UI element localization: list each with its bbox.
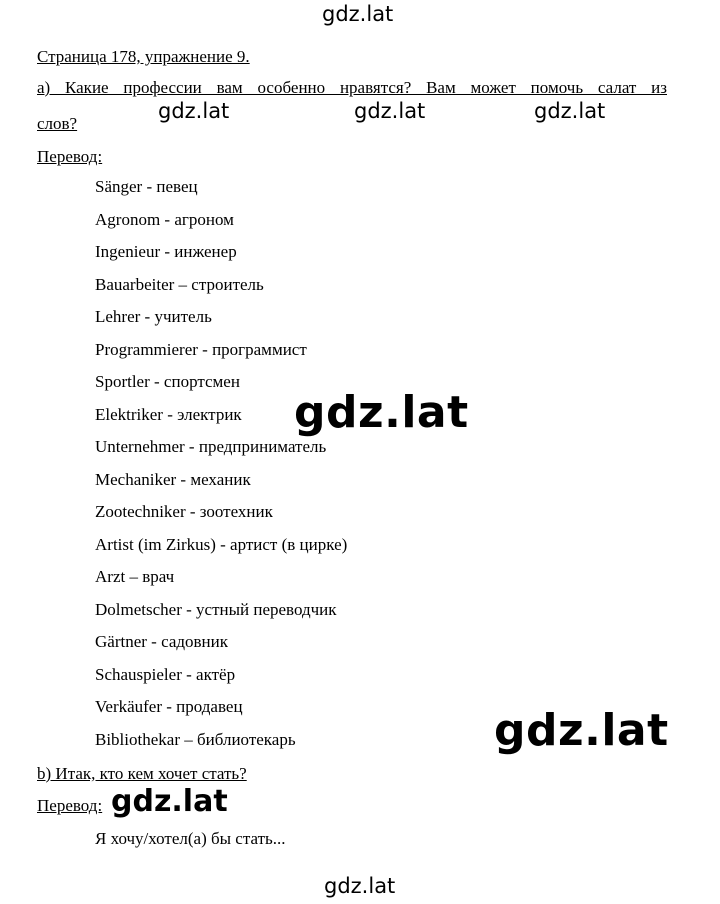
vocabulary-item: Gärtner - садовник — [95, 632, 229, 651]
vocabulary-item: Dolmetscher - устный переводчик — [95, 599, 337, 619]
vocabulary-item: Agronom - агроном — [95, 209, 234, 229]
vocabulary-item: Artist (im Zirkus) - артист (в цирке) — [95, 534, 348, 554]
vocabulary-item: Sänger - певец — [95, 177, 198, 196]
vocabulary-item: Elektriker - электрик — [95, 404, 242, 424]
question-a-line-2: слов? — [37, 114, 78, 133]
vocabulary-item: Bibliothekar – библиотекарь — [95, 729, 296, 749]
vocabulary-item: Unternehmer - предприниматель — [95, 437, 327, 456]
question-b: b) Итак, кто кем хочет стать? — [37, 764, 247, 783]
vocabulary-item: Schauspieler - актёр — [95, 664, 236, 684]
page-heading: Страница 178, упражнение 9. — [37, 47, 250, 66]
vocabulary-item: Arzt – врач — [95, 567, 175, 586]
watermark-inline-translation: gdz.lat — [111, 784, 228, 819]
vocabulary-item: Sportler - спортсмен — [95, 372, 240, 391]
watermark-bottom: gdz.lat — [324, 874, 396, 898]
watermark-top: gdz.lat — [322, 2, 394, 26]
vocabulary-item: Bauarbeiter – строитель — [95, 274, 264, 294]
vocabulary-item: Verkäufer - продавец — [95, 697, 243, 716]
translation-label-a: Перевод: — [37, 147, 103, 166]
vocabulary-item: Ingenieur - инженер — [95, 242, 237, 261]
translation-label-b: Перевод: — [37, 796, 103, 815]
vocabulary-item: Zootechniker - зоотехник — [95, 502, 273, 521]
vocabulary-list — [95, 177, 347, 762]
watermark-big-center: gdz.lat — [294, 387, 469, 438]
watermark-row-mid: gdz.lat — [354, 99, 426, 123]
vocabulary-item: Mechaniker - механик — [95, 469, 251, 489]
watermark-row-left: gdz.lat — [158, 99, 230, 123]
vocabulary-item: Programmierer - программист — [95, 339, 307, 359]
answer-b: Я хочу/хотел(а) бы стать... — [95, 829, 286, 848]
question-a-line-1: a) Какие профессии вам особенно нравятся? Вам может помочь салат из — [37, 78, 667, 97]
watermark-big-right: gdz.lat — [494, 705, 669, 756]
vocabulary-item: Lehrer - учитель — [95, 307, 212, 326]
watermark-row-right: gdz.lat — [534, 99, 606, 123]
